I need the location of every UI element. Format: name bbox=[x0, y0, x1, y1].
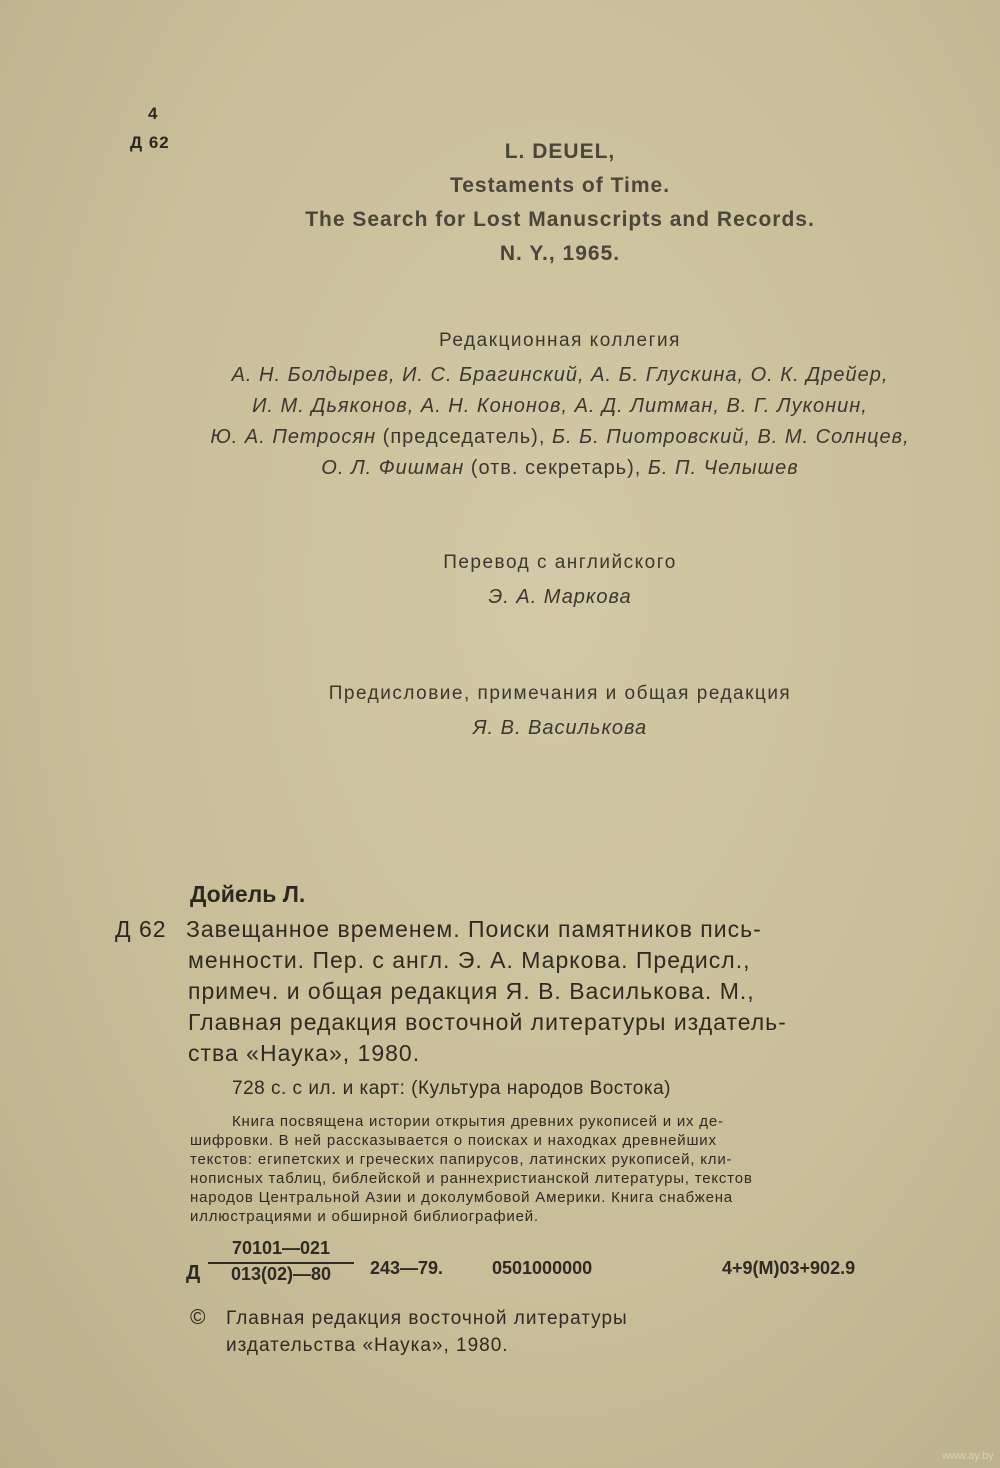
copyright-line2: издательства «Наука», 1980. bbox=[226, 1335, 509, 1356]
board-line bbox=[150, 457, 970, 488]
board-names: А. Н. Болдырев, И. С. Брагинский, А. Б. Глускина, О. К. Дрейер, bbox=[231, 364, 889, 386]
catalog-line: Главная редакция восточной литературы издатель- bbox=[188, 1009, 787, 1035]
translator-name: Э. А. Маркова bbox=[488, 586, 632, 608]
annotation-line: народов Центральной Азии и доколумбовой Америки. Книга снабжена bbox=[190, 1189, 733, 1206]
board-line bbox=[150, 364, 970, 395]
original-subtitle: The Search for Lost Manuscripts and Records. bbox=[305, 208, 815, 231]
codes-letter: Д bbox=[186, 1262, 201, 1284]
corner-code: Д 62 bbox=[130, 133, 170, 152]
corner-number: 4 bbox=[148, 104, 158, 123]
catalog-author: Дойель Л. bbox=[190, 881, 306, 907]
board-role: (отв. секретарь), bbox=[464, 457, 648, 479]
catalog-code: Д 62 bbox=[115, 916, 167, 942]
editorial-board-members bbox=[150, 364, 970, 488]
catalog-line: ства «Наука», 1980. bbox=[188, 1040, 421, 1066]
original-imprint: N. Y., 1965. bbox=[499, 242, 621, 265]
board-names: Ю. А. Петросян bbox=[210, 426, 377, 448]
board-names: Б. Б. Пиотровский, В. М. Солнцев, bbox=[551, 426, 910, 448]
codes-numerator: 70101—021 bbox=[231, 1238, 331, 1258]
copyright-symbol: © bbox=[190, 1306, 206, 1329]
original-author: L. DEUEL, bbox=[504, 140, 616, 163]
board-line bbox=[150, 395, 970, 426]
preface-editor-name: Я. В. Василькова bbox=[472, 717, 648, 739]
catalog-line: менности. Пер. с англ. Э. А. Маркова. Предисл., bbox=[188, 947, 751, 973]
copyright-line1: Главная редакция восточной литературы bbox=[226, 1308, 628, 1329]
board-role: (председатель), bbox=[376, 426, 552, 448]
annotation-line: нописных таблиц, библейской и раннехристианской литературы, текстов bbox=[190, 1170, 753, 1187]
annotation-line: Книга посвящена истории открытия древних рукописей и их де- bbox=[232, 1113, 724, 1130]
editorial-board-heading: Редакционная коллегия bbox=[439, 330, 681, 351]
annotation-line: текстов: египетских и греческих папирусов, латинских рукописей, кли- bbox=[190, 1151, 733, 1168]
codes-c3: 4+9(М)03+902.9 bbox=[722, 1258, 856, 1278]
board-names: Б. П. Челышев bbox=[647, 457, 799, 479]
translation-heading: Перевод с английского bbox=[443, 552, 677, 573]
annotation-line: иллюстрациями и обширной библиографией. bbox=[190, 1208, 539, 1225]
codes-c2: 0501000000 bbox=[492, 1258, 593, 1278]
board-names: О. Л. Фишман bbox=[321, 457, 465, 479]
catalog-description bbox=[186, 916, 926, 1071]
catalog-line: примеч. и общая редакция Я. В. Василькова. М., bbox=[188, 978, 755, 1004]
codes-fraction bbox=[208, 1238, 354, 1288]
original-edition bbox=[300, 140, 820, 276]
watermark: www.ay.by bbox=[942, 1450, 994, 1462]
preface-heading: Предисловие, примечания и общая редакция bbox=[328, 683, 792, 704]
original-title: Testaments of Time. bbox=[449, 174, 671, 197]
board-line bbox=[150, 426, 970, 457]
catalog-annotation bbox=[190, 1112, 925, 1226]
catalog-line: Завещанное временем. Поиски памятников пись- bbox=[186, 916, 762, 942]
annotation-line: шифровки. В ней рассказывается о поисках и находках древнейших bbox=[190, 1132, 717, 1149]
codes-c1: 243—79. bbox=[370, 1258, 444, 1278]
board-names: И. М. Дьяконов, А. Н. Кононов, А. Д. Литман, В. Г. Луконин, bbox=[252, 395, 868, 417]
catalog-pages: 728 с. с ил. и карт: (Культура народов Востока) bbox=[232, 1078, 671, 1099]
codes-denominator: 013(02)—80 bbox=[230, 1264, 332, 1284]
